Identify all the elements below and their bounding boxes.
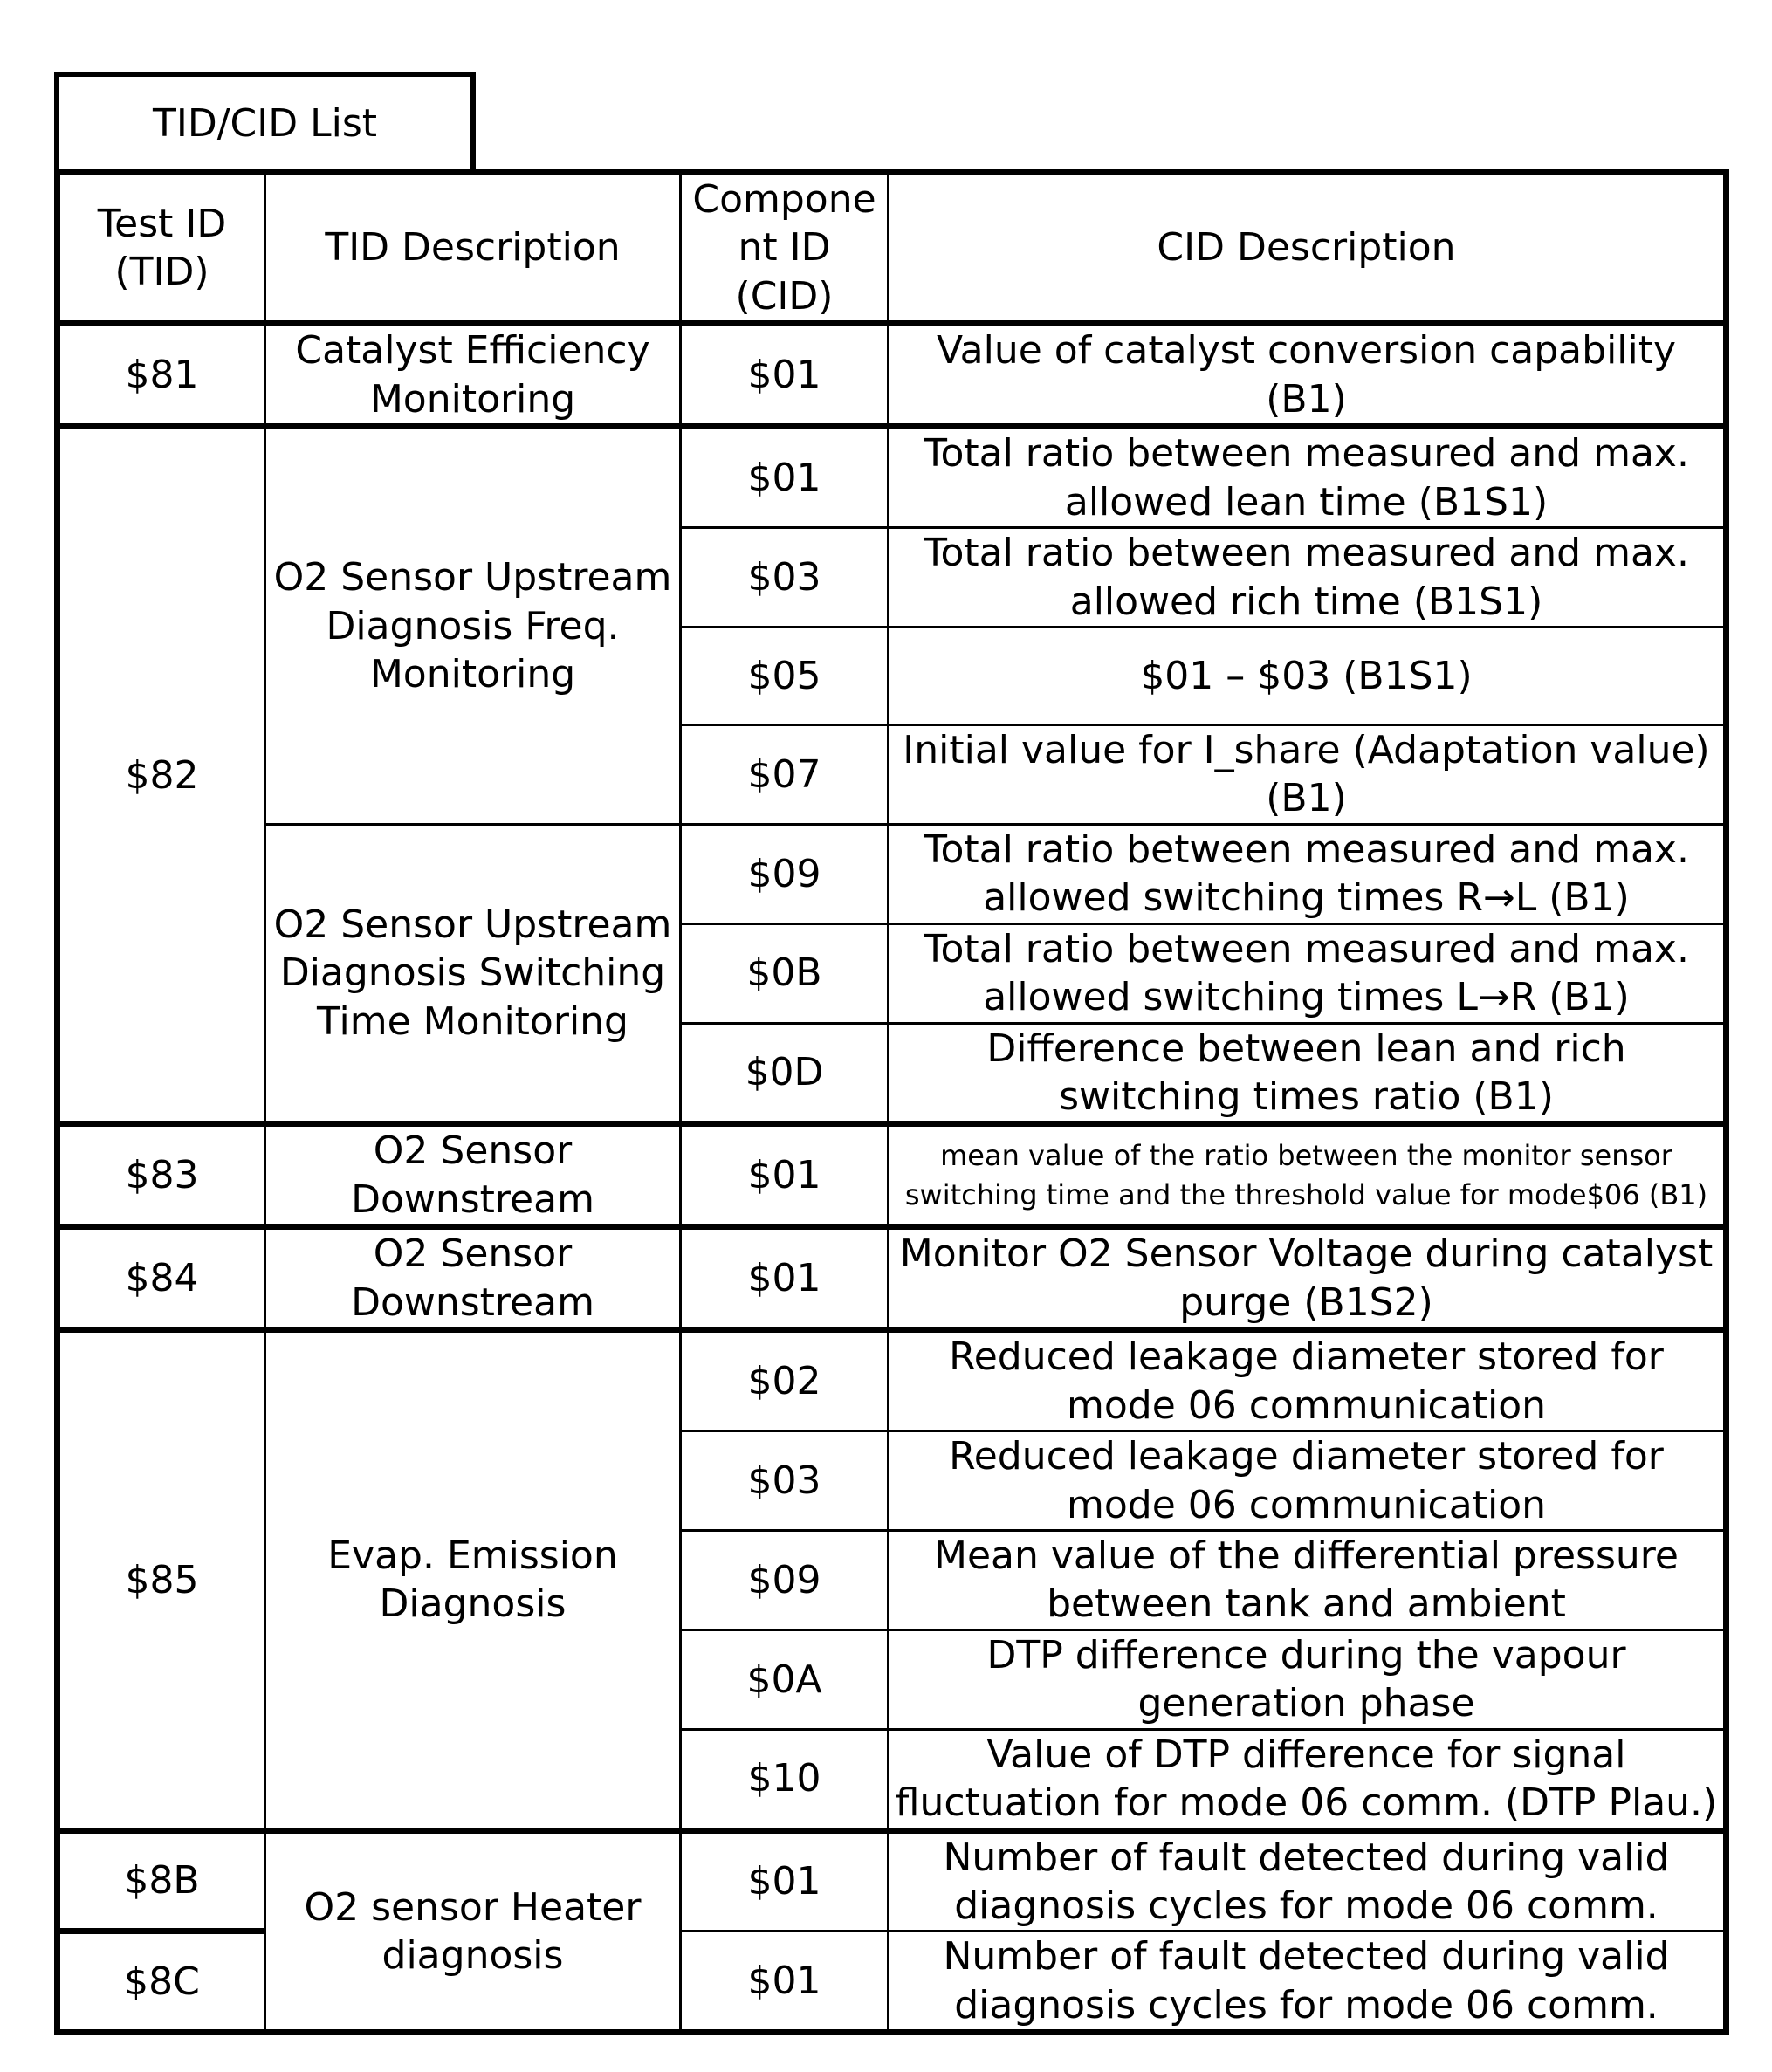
cid-cell: $01 [681,1124,889,1227]
tid-description-cell: O2 Sensor Downstream [265,1227,681,1330]
tid-description-cell: O2 Sensor Downstream [265,1124,681,1227]
table-row [58,824,1727,923]
cid-cell: $09 [681,1530,889,1629]
cid-description-cell: Reduced leakage diameter stored for mode 06 communication [889,1330,1727,1431]
cid-cell: $07 [681,724,889,824]
tid-cell: $83 [58,1124,265,1227]
cid-description-cell: Mean value of the differential pressure between tank and ambient [889,1530,1727,1629]
cid-description-cell: Total ratio between measured and max. allowed rich time (B1S1) [889,528,1727,628]
cid-description-cell: Total ratio between measured and max. allowed switching times R→L (B1) [889,824,1727,923]
cid-description-cell: $01 – $03 (B1S1) [889,627,1727,724]
tid-cell: $84 [58,1227,265,1330]
cid-description-cell: DTP difference during the vapour generation phase [889,1629,1727,1729]
cid-cell: $02 [681,1330,889,1431]
cid-cell: $01 [681,1931,889,2033]
tid-description-cell: O2 sensor Heater diagnosis [265,1830,681,2033]
table-row [58,1330,1727,1431]
table-row [58,427,1727,528]
cid-cell: $03 [681,1431,889,1531]
header-cid-description: CID Description [889,173,1727,324]
cid-description-cell: Difference between lean and rich switching times ratio (B1) [889,1023,1727,1124]
cid-description-cell: Number of fault detected during valid diagnosis cycles for mode 06 comm. [889,1830,1727,1931]
cid-cell: $01 [681,427,889,528]
cid-cell: $01 [681,324,889,427]
cid-description-cell: Value of catalyst conversion capability (B1) [889,324,1727,427]
tid-description-cell: O2 Sensor Upstream Diagnosis Switching Time Monitoring [265,824,681,1124]
cid-cell: $09 [681,824,889,923]
tid-cell: $81 [58,324,265,427]
table-row [58,324,1727,427]
cid-description-cell: Monitor O2 Sensor Voltage during catalyst purge (B1S2) [889,1227,1727,1330]
table-row [58,1830,1727,1931]
cid-description-cell: Reduced leakage diameter stored for mode 06 communication [889,1431,1727,1531]
tid-cell: $82 [58,427,265,1124]
cid-cell: $01 [681,1227,889,1330]
cid-description-cell: Total ratio between measured and max. allowed lean time (B1S1) [889,427,1727,528]
tid-cell: $8C [58,1931,265,2033]
header-tid-description: TID Description [265,173,681,324]
tid-description-cell: Evap. Emission Diagnosis [265,1330,681,1830]
table-row [58,1227,1727,1330]
tid-cell: $85 [58,1330,265,1830]
cid-cell: $10 [681,1729,889,1830]
header-test-id: Test ID (TID) [58,173,265,324]
cid-description-cell: mean value of the ratio between the monitor sensor switching time and the threshold value for mode$06 (B1) [889,1124,1727,1227]
cid-cell: $03 [681,528,889,628]
cid-description-cell: Initial value for I_share (Adaptation value) (B1) [889,724,1727,824]
tid-description-cell: O2 Sensor Upstream Diagnosis Freq. Monitoring [265,427,681,825]
cid-description-cell: Value of DTP difference for signal fluctuation for mode 06 comm. (DTP Plau.) [889,1729,1727,1830]
cid-cell: $0D [681,1023,889,1124]
tid-cell: $8B [58,1830,265,1931]
header-row [58,173,1727,324]
cid-cell: $0A [681,1629,889,1729]
header-component-id: Compone nt ID (CID) [681,173,889,324]
cid-cell: $0B [681,923,889,1023]
cid-cell: $01 [681,1830,889,1931]
cid-description-cell: Number of fault detected during valid diagnosis cycles for mode 06 comm. [889,1931,1727,2033]
cid-cell: $05 [681,627,889,724]
table-title: TID/CID List [54,72,476,169]
tid-description-cell: Catalyst Efficiency Monitoring [265,324,681,427]
cid-description-cell: Total ratio between measured and max. allowed switching times L→R (B1) [889,923,1727,1023]
table-row [58,1124,1727,1227]
tid-cid-table [54,169,1729,2035]
